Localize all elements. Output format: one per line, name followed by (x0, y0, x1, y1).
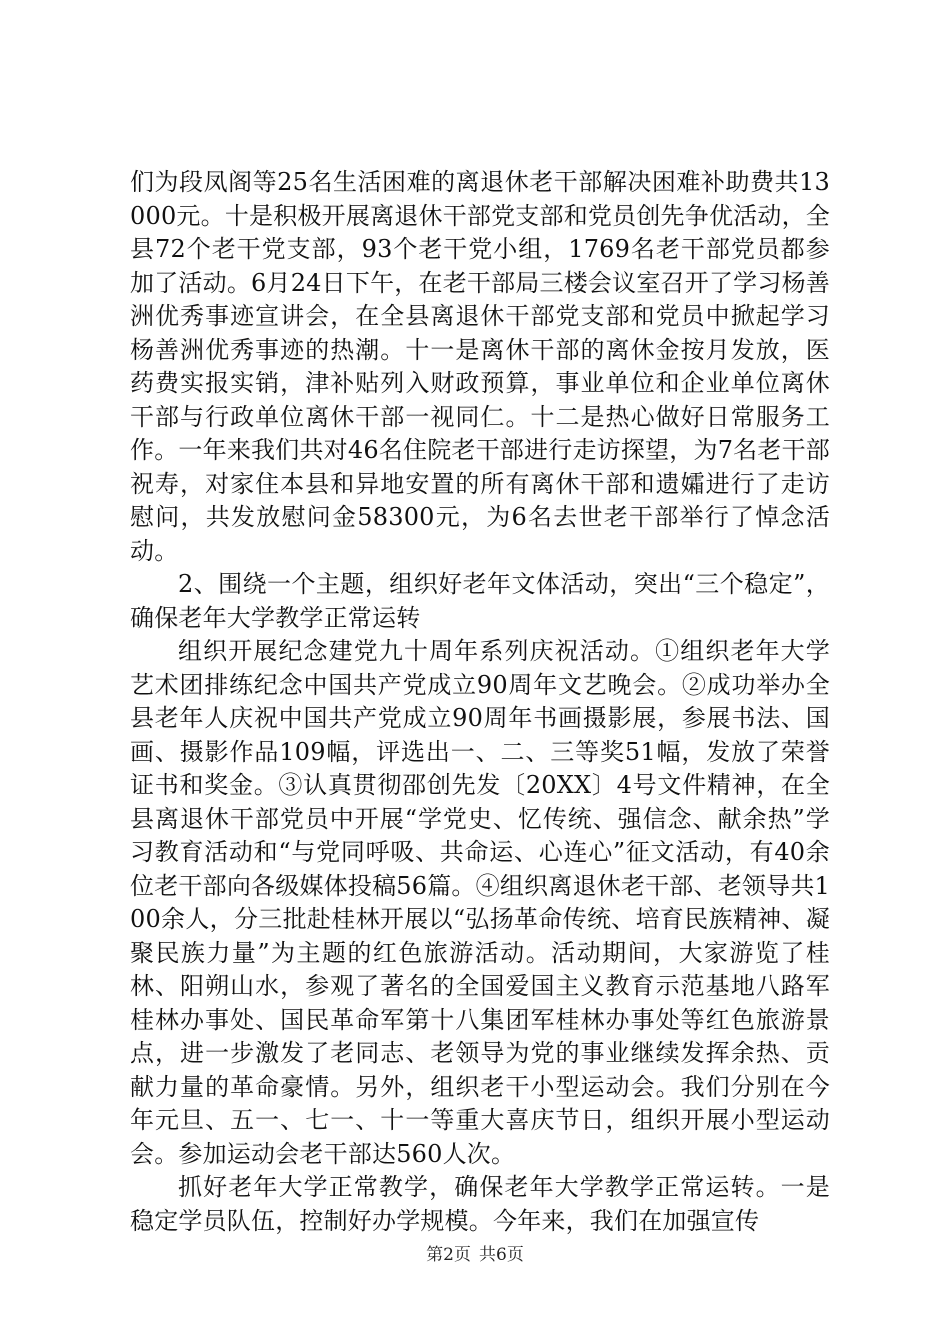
paragraph-senior-university: 抓好老年大学正常教学，确保老年大学教学正常运转。一是稳定学员队伍，控制好办学规模。今年来，我们在加强宣传 (130, 1173, 830, 1235)
paragraph-services-summary: 们为段凤阁等25名生活困难的离退休老干部解决困难补助费共13000元。十是积极开展离退休干部党支部和党员创先争优活动，全县72个老干党支部，93个老干党小组，1769名老干部党员都参加了活动。6月24日下午，在老干部局三楼会议室召开了学习杨善洲优秀事迹宣讲会，在全县离退休干部党支部和党员中掀起学习杨善洲优秀事迹的热潮。十一是离休干部的离休金按月发放，医药费实报实销，津补贴列入财政预算，事业单位和企业单位离休干部与行政单位离休干部一视同仁。十二是热心做好日常服务工作。一年来我们共对46名住院老干部进行走访探望，为7名老干部祝寿，对家住本县和异地安置的所有离休干部和遗孀进行了走访慰问，共发放慰问金58300元，为6名去世老干部举行了悼念活动。 (130, 168, 830, 565)
section-heading-cultural-activities: 2、围绕一个主题，组织好老年文体活动，突出“三个稳定”，确保老年大学教学正常运转 (130, 570, 830, 632)
page-footer (0, 1240, 950, 1265)
paragraph-party-anniversary-activities: 组织开展纪念建党九十周年系列庆祝活动。①组织老年大学艺术团排练纪念中国共产党成立90周年文艺晚会。②成功举办全县老年人庆祝中国共产党成立90周年书画摄影展，参展书法、国画、摄影作品109幅，评选出一、二、三等奖51幅，发放了荣誉证书和奖金。③认真贯彻邵创先发〔20XX〕4号文件精神，在全县离退休干部党员中开展“学党史、忆传统、强信念、献余热”学习教育活动和“与党同呼吸、共命运、心连心”征文活动，有40余位老干部向各级媒体投稿56篇。④组织离退休老干部、老领导共100余人，分三批赴桂林开展以“弘扬革命传统、培育民族精神、凝聚民族力量”为主题的红色旅游活动。活动期间，大家游览了桂林、阳朔山水，参观了著名的全国爱国主义教育示范基地八路军桂林办事处、国民革命军第十八集团军桂林办事处等红色旅游景点，进一步激发了老同志、老领导为党的事业继续发挥余热、贡献力量的革命豪情。另外，组织老干小型运动会。我们分别在今年元旦、五一、七一、十一等重大喜庆节日，组织开展小型运动会。参加运动会老干部达560人次。 (130, 637, 830, 1168)
document-body (130, 166, 830, 1238)
page-number: 第2页 (426, 1245, 471, 1265)
page-total: 共6页 (479, 1245, 524, 1265)
